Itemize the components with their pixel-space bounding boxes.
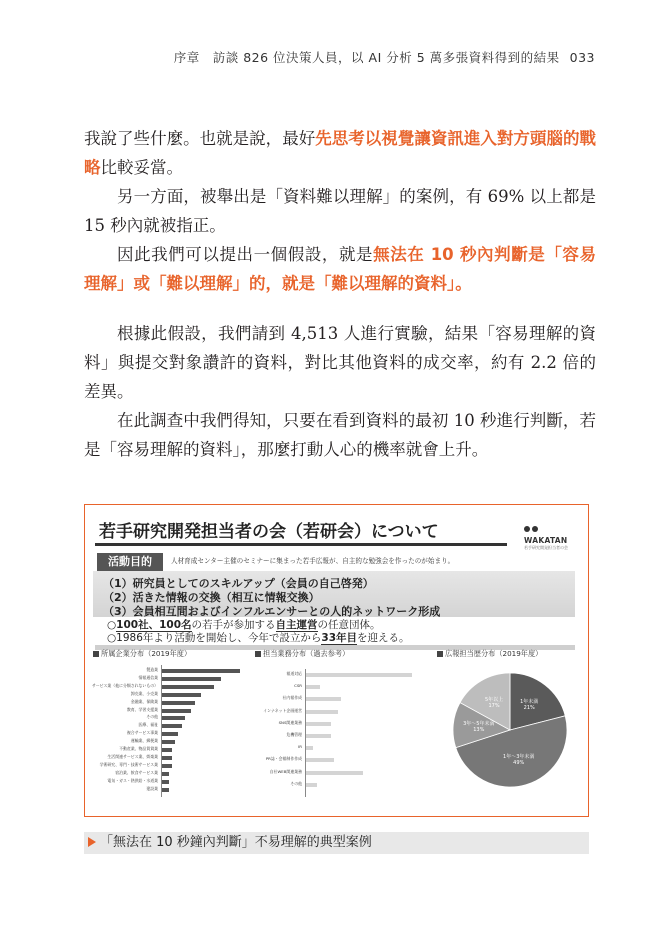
duty-tick-label: PR誌・会報制作作成 xyxy=(265,756,302,762)
pie-data-label: 1年〜3年未満 49% xyxy=(503,754,535,767)
pie-data-label: 3年〜5年未満 13% xyxy=(463,721,495,734)
example-slide-figure xyxy=(84,504,589,817)
industry-tick-label: サービス業（他に分類されないもの） xyxy=(91,682,158,688)
industry-bar xyxy=(162,677,221,681)
wakatan-logo xyxy=(524,517,580,550)
duty-tick-label: 報道対応 xyxy=(286,671,302,676)
duty-bar xyxy=(306,746,313,750)
purpose-description: 人材育成センター主催のセミナーに集まった若手広報が、自主的な勉強会を作ったのが始まり。 xyxy=(171,557,455,565)
industry-tick-label: 建設業 xyxy=(146,785,158,791)
industry-tick-label: その他 xyxy=(146,714,158,720)
logo-subtext: 若手研究開発担当者の会 xyxy=(524,545,568,550)
duty-bar xyxy=(306,685,320,689)
note-1-bullet: ○ xyxy=(107,619,117,631)
chapter-title: 序章 訪談 826 位決策人員，以 AI 分析 5 萬多張資料得到的結果 xyxy=(173,50,560,65)
industry-bar xyxy=(162,724,182,728)
duty-bar xyxy=(306,783,317,787)
duty-bar xyxy=(306,673,412,677)
duty-tick-label: インナネット企画運営 xyxy=(263,707,302,713)
paragraph-1-end: 比較妥當。 xyxy=(100,158,183,177)
paragraph-4: 根據此假設，我們請到 4,513 人進行實驗，結果「容易理解的資料」與提交對象讚許的資料，對比其他資料的成交率，約有 2.2 倍的差異。 xyxy=(84,324,596,401)
note-2-end: を迎える。 xyxy=(357,632,410,644)
industry-tick-label: 生活関連サービス業、娯楽業 xyxy=(107,753,158,759)
industry-bar xyxy=(162,732,178,736)
industry-tick-label: 宿泊業、飲食サービス業 xyxy=(115,769,158,775)
highlight-hypothesis: 無法在 10 秒內判斷是「容易理解」或「難以理解」的，就是「難以理解的資料」。 xyxy=(84,245,597,293)
duty-bar xyxy=(306,758,334,762)
goal-2: （2）活きた情報の交換（相互に情報交換） xyxy=(103,591,320,604)
industry-bar xyxy=(162,772,169,776)
industry-tick-label: 医療、福祉 xyxy=(138,722,158,728)
industry-title-text: 所属企業分布（2019年度） xyxy=(101,649,192,658)
note-1-count: 100社、100名 xyxy=(116,619,192,631)
paragraph-1 xyxy=(84,124,596,182)
running-header xyxy=(174,48,595,66)
note-1 xyxy=(107,619,410,632)
duty-tick-label: SNS関連業務 xyxy=(278,719,302,725)
duty-tick-label: CSR xyxy=(294,683,302,689)
square-bullet-icon xyxy=(93,651,99,657)
industry-tick-label: 電気・ガス・熱供給・水道業 xyxy=(107,777,158,783)
slide-title: 若手研究開発担当者の会（若研会）について xyxy=(99,522,439,542)
tenure-title-text: 広報担当歴分布（2019年度） xyxy=(445,649,543,658)
industry-bar xyxy=(162,716,185,720)
industry-tick-label: 卸売業、小売業 xyxy=(130,690,158,696)
duties-bar-chart xyxy=(263,671,416,793)
pie-data-label: 1年未満 21% xyxy=(520,699,539,712)
duty-bar xyxy=(306,771,363,775)
industry-tick-label: 運輸業、郵便業 xyxy=(130,738,158,744)
industry-tick-label: 製造業 xyxy=(146,667,158,672)
industry-bar xyxy=(162,748,172,752)
industry-section-title xyxy=(93,649,191,659)
paragraph-3-text: 因此我們可以提出一個假設，就是 xyxy=(117,245,374,264)
square-bullet-icon xyxy=(437,651,443,657)
duty-tick-label: IR xyxy=(298,744,302,750)
figure-caption xyxy=(84,832,589,854)
purpose-tag: 活動目的 xyxy=(97,553,163,571)
tenure-section-title xyxy=(437,649,542,659)
note-1-end: の任意団体。 xyxy=(317,619,381,631)
body-text xyxy=(84,124,596,464)
paragraph-2: 另一方面，被舉出是「資料難以理解」的案例，有 69% 以上都是 15 秒內就被指正。 xyxy=(84,187,596,235)
goal-1: （1）研究員としてのスキルアップ（会員の自己啓発） xyxy=(103,577,374,590)
square-bullet-icon xyxy=(255,651,261,657)
paragraph-5: 在此調查中我們得知，只要在看到資料的最初 10 秒進行判斷，若是「容易理解的資料」，那麼打動人心的機率就會上升。 xyxy=(84,411,596,459)
duties-title-text: 担当業務分布（過去参考） xyxy=(263,649,350,658)
pie-data-label: 5年以上 17% xyxy=(484,697,504,710)
industry-tick-label: 学術研究、専門・技術サービス業 xyxy=(99,761,158,767)
industry-bar xyxy=(162,693,201,697)
duty-bar xyxy=(306,710,338,714)
industry-tick-label: 教育、学習支援業 xyxy=(126,706,158,712)
industry-bar xyxy=(162,764,172,768)
industry-bar xyxy=(162,788,169,792)
industry-tick-label: 金融業、保険業 xyxy=(130,698,158,704)
slide-title-rule xyxy=(95,543,507,546)
duty-bar xyxy=(306,734,331,738)
note-2-text: ○1986年より活動を開始し、今年で設立から xyxy=(107,632,322,644)
goal-3: （3）会員相互間およびインフルエンサーとの人的ネットワーク形成 xyxy=(103,605,441,618)
duty-tick-label: 危機管理 xyxy=(286,732,302,737)
industry-tick-label: 複合サービス事業 xyxy=(126,730,158,736)
tenure-pie-chart xyxy=(451,671,569,789)
notes xyxy=(107,619,410,645)
duty-bar xyxy=(306,722,331,726)
industry-bar xyxy=(162,701,195,705)
triangle-marker-icon xyxy=(88,837,96,847)
note-1-mid: の若手が参加する xyxy=(191,619,276,631)
logo-dots-icon xyxy=(524,517,580,536)
industry-bar xyxy=(162,685,214,689)
logo-word: WAKATAN xyxy=(524,536,568,545)
industry-bar xyxy=(162,740,175,744)
industry-bar xyxy=(162,756,172,760)
duty-tick-label: 社内報作成 xyxy=(282,695,302,701)
industry-tick-label: 情報通信業 xyxy=(138,674,158,680)
note-1-self-run: 自主運営 xyxy=(275,619,318,631)
goals-box xyxy=(93,571,575,617)
duty-tick-label: 自社WEB関連業務 xyxy=(269,768,302,774)
note-2-years: 33年目 xyxy=(321,632,358,644)
duties-section-title xyxy=(255,649,349,659)
page-number: 033 xyxy=(569,50,595,65)
highlight-strategy: 先思考以視覺讓資訊進入對方頭腦的戰略 xyxy=(84,129,597,177)
duty-tick-label: その他 xyxy=(290,780,302,786)
industry-bar xyxy=(162,709,191,713)
industry-bar-chart xyxy=(91,667,242,797)
industry-tick-label: 不動産業、物品賃貸業 xyxy=(119,746,158,751)
paragraph-1-text: 我說了些什麼。也就是說，最好 xyxy=(84,129,316,148)
industry-bar xyxy=(162,669,240,673)
note-2 xyxy=(107,632,410,645)
industry-bar xyxy=(162,780,169,784)
duty-bar xyxy=(306,697,341,701)
paragraph-3 xyxy=(84,240,596,298)
caption-text: 「無法在 10 秒鐘內判斷」不易理解的典型案例 xyxy=(100,835,372,850)
